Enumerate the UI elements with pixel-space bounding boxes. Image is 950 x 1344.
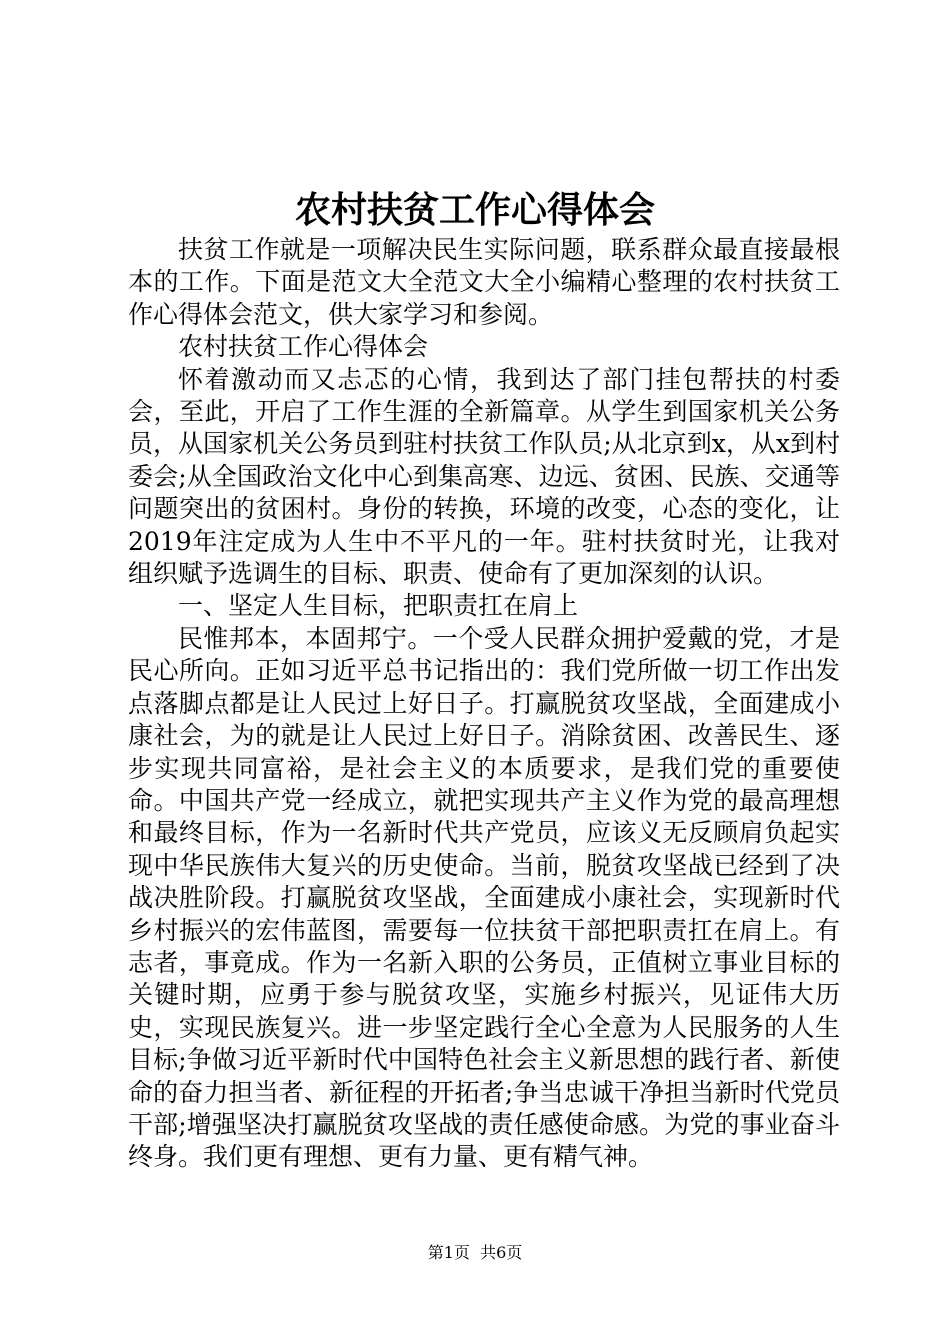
document-title: 农村扶贫工作心得体会 (294, 189, 655, 231)
page-number: 第1页 (427, 1243, 470, 1262)
intro-paragraph: 扶贫工作就是一项解决民生实际问题，联系群众最直接最根本的工作。下面是范文大全范文大全小编精心整理的农村扶贫工作心得体会范文，供大家学习和参阅。 (128, 235, 840, 329)
page-footer (0, 1241, 950, 1265)
document-body (128, 234, 840, 1174)
subtitle-paragraph: 农村扶贫工作心得体会 (178, 332, 429, 362)
page-total: 共6页 (480, 1243, 523, 1262)
section-heading-1: 一、坚定人生目标，把职责扛在肩上 (178, 591, 579, 621)
opening-paragraph: 怀着激动而又忐忑的心情，我到达了部门挂包帮扶的村委会，至此，开启了工作生涯的全新篇章。从学生到国家机关公务员，从国家机关公务员到驻村扶贫工作队员;从北京到x，从x到村委会;从全国政治文化中心到集高寒、边远、贫困、民族、交通等问题突出的贫困村。身份的转换，环境的改变，心态的变化，让2019年注定成为人生中不平凡的一年。驻村扶贫时光，让我对组织赋予选调生的目标、职责、使命有了更加深刻的认识。 (128, 364, 840, 589)
section-1-paragraph: 民惟邦本，本固邦宁。一个受人民群众拥护爱戴的党，才是民心所向。正如习近平总书记指出的：我们党所做一切工作出发点落脚点都是让人民过上好日子。打赢脱贫攻坚战，全面建成小康社会，为的就是让人民过上好日子。消除贫困、改善民生、逐步实现共同富裕，是社会主义的本质要求，是我们党的重要使命。中国共产党一经成立，就把实现共产主义作为党的最高理想和最终目标，作为一名新时代共产党员，应该义无反顾肩负起实现中华民族伟大复兴的历史使命。当前，脱贫攻坚战已经到了决战决胜阶段。打赢脱贫攻坚战，全面建成小康社会，实现新时代乡村振兴的宏伟蓝图，需要每一位扶贫干部把职责扛在肩上。有志者，事竟成。作为一名新入职的公务员，正值树立事业目标的关键时期，应勇于参与脱贫攻坚，实施乡村振兴，见证伟大历史，实现民族复兴。进一步坚定践行全心全意为人民服务的人生目标;争做习近平新时代中国特色社会主义新思想的践行者、新使命的奋力担当者、新征程的开拓者;争当忠诚干净担当新时代党员干部;增强坚决打赢脱贫攻坚战的责任感使命感。为党的事业奋斗终身。我们更有理想、更有力量、更有精气神。 (128, 623, 840, 1172)
